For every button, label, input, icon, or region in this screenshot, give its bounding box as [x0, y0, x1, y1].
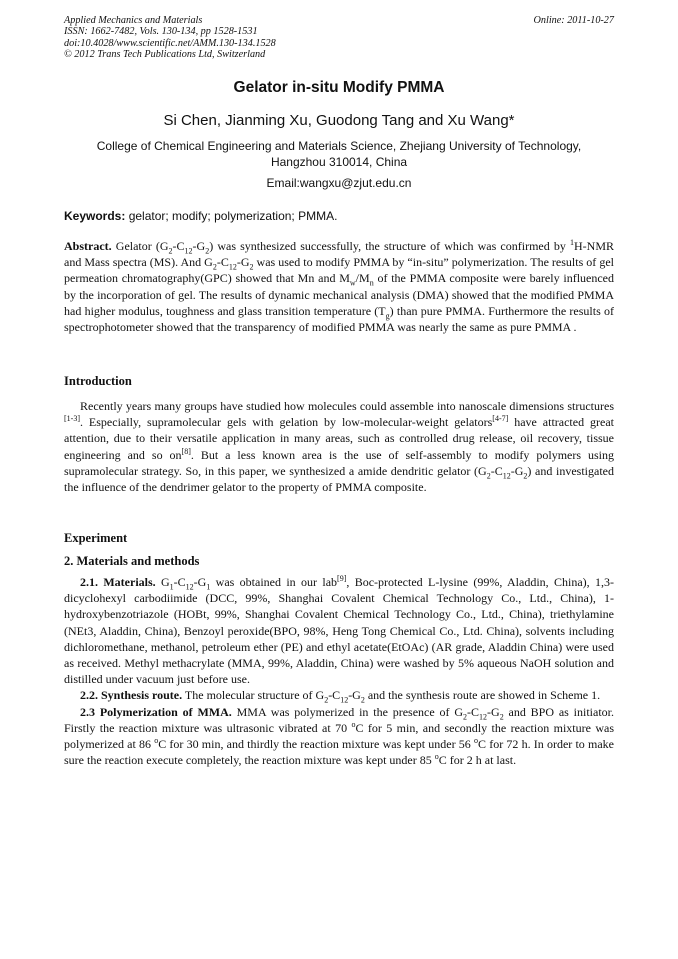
text-run: and BPO as initiator. Firstly the reaction mixture was ultrasonic vibrated at 70: [64, 704, 614, 735]
text-run: was used to modify PMMA by “in-situ” polymerization. The results of gel permeation chromatography(GPC) showed that Mn and M: [64, 255, 614, 286]
abstract: [64, 238, 614, 335]
subscript: 2: [168, 246, 173, 256]
materials-methods-heading: 2. Materials and methods: [64, 554, 200, 568]
affiliation: [74, 138, 604, 170]
text-run: Recently years many groups have studied how molecules could assemble into nanoscale dimensions structures: [80, 399, 614, 413]
text-run: H-NMR and Mass spectra (MS). And G: [64, 239, 614, 270]
degree-sign: o: [474, 736, 478, 746]
subscript: 2: [212, 262, 217, 272]
text-run: and the synthesis route are showed in Scheme 1.: [364, 688, 601, 703]
citation: [9]: [337, 574, 347, 583]
subscript: n: [369, 278, 374, 288]
author-email: Email:wangxu@zjut.edu.cn: [266, 176, 412, 190]
section-label: 2.3 Polymerization of MMA.: [80, 704, 232, 719]
text-run: C for 2 h at last.: [438, 753, 517, 768]
subscript: 12: [502, 471, 511, 481]
keywords: [64, 209, 614, 223]
subscript: 2: [486, 471, 491, 481]
text-run: -C: [173, 575, 186, 589]
text-run: The molecular structure of G: [182, 688, 325, 703]
experiment-heading: Experiment: [64, 531, 128, 545]
subscript: 2: [523, 471, 528, 481]
polymerization-paragraph: [64, 704, 614, 769]
degree-sign: o: [434, 752, 439, 762]
text-run: -G: [192, 239, 206, 253]
section-label: 2.1. Materials.: [80, 575, 156, 589]
keywords-text: gelator; modify; polymerization; PMMA.: [125, 209, 338, 223]
text-run: of the PMMA composite were barely influenced by the incorporation of gel. The results of dynamic mechanical analysis (DMA) showed that the modified PMMA had higher modulus, toughness and glass transition temperature (T: [64, 271, 615, 318]
text-run: -G: [236, 255, 250, 270]
subscript: 12: [184, 246, 193, 256]
methods-body: [64, 574, 614, 768]
subscript: 12: [228, 262, 237, 272]
introduction-body: [64, 398, 614, 495]
subscript: 2: [360, 695, 365, 705]
subscript: 12: [185, 582, 194, 592]
issn-line: ISSN: 1662-7482, Vols. 130-134, pp 1528-1531: [64, 26, 258, 38]
subscript: 12: [340, 695, 349, 705]
text-run: . Especially, supramolecular gels with gelation by low-molecular-weight gelators: [80, 415, 493, 430]
copyright-line: © 2012 Trans Tech Publications Ltd, Switzerland: [64, 49, 266, 61]
text-run: /M: [355, 271, 370, 286]
citation: [1-3]: [64, 414, 80, 424]
text-run: ) was synthesized successfully, the structure of which was confirmed by: [209, 239, 570, 253]
citation: [4-7]: [492, 414, 509, 424]
superscript: 1: [569, 238, 574, 247]
subscript: 2: [324, 695, 329, 705]
subscript: g: [385, 311, 390, 321]
abstract-label: Abstract.: [64, 239, 112, 253]
text-run: G: [155, 575, 170, 589]
subscript: 12: [479, 712, 488, 722]
affiliation-line: College of Chemical Engineering and Materials Science, Zhejiang University of Technology,: [96, 139, 582, 153]
journal-name: Applied Mechanics and Materials: [64, 15, 203, 26]
subscript: w: [349, 278, 356, 288]
text-run: MMA was polymerized in the presence of G: [231, 704, 464, 719]
text-run: -C: [172, 239, 185, 253]
text-run: -C: [467, 704, 480, 719]
subscript: 2: [249, 262, 254, 272]
text-run: ) and investigated the influence of the dendrimer gelator to the property of PMMA composite.: [64, 463, 614, 495]
text-run: have attracted great attention, due to their versatile application in many areas, such as controlled drug release, oil recovery, tissue engineering and so on: [64, 415, 614, 462]
text-run: C for 72 h. In order to make sure the reaction execute completely, the reaction mixture was kept under 85: [64, 737, 614, 768]
synthesis-paragraph: [64, 687, 614, 703]
text-run: C for 30 min, and thirdly the reaction mixture was kept under 56: [158, 737, 474, 752]
text-run: -G: [510, 463, 524, 478]
citation: [8]: [181, 446, 191, 456]
text-run: -C: [216, 255, 229, 270]
journal-header: [64, 15, 276, 61]
text-run: -C: [490, 463, 503, 478]
text-run: ) than pure PMMA. Furthermore the results of spectrophotometer showed that the transparency of modified PMMA was nearly the same as pure PMMA .: [64, 303, 614, 335]
keywords-label: Keywords:: [64, 209, 126, 223]
text-run: C for 5 min, and secondly the reaction mixture was polymerized at 86: [64, 720, 614, 752]
degree-sign: o: [154, 736, 159, 746]
text-run: -G: [348, 688, 361, 703]
text-run: -G: [487, 704, 500, 719]
text-run: , Boc-protected L-lysine (99%, Aladdin, China), 1,3-dicyclohexyl carbodiimide (DCC, 99%, Shanghai Covalent Chemical Technology Co., Ltd., China), 1-hydroxybenzotriazole (HOBt, 99%, Shanghai Covalent Chemical Technology Co., Ltd., China), triethylamine (NEt3, Aladdin, China), Benzoyl peroxide(BPO, 98%, Heng Tong Chemical Co., Ltd. China), solvents including dichloromethane, methanol, petroleum ether (PE) and ethyl acetate(EtOAc) (AR grade, Aladdin China) were used as received. Methyl methacrylate (MMA, 99%, Aladdin, China) were washed by 5% aqueous NaOH solution and distilled under vacuum just before use.: [64, 575, 615, 687]
subscript: 1: [169, 582, 174, 592]
affiliation-line: Hangzhou 310014, China: [270, 155, 408, 169]
text-run: was obtained in our lab: [210, 575, 338, 589]
text-run: . But a less known area is the use of self-assembly to modify polymers using supramolecular strategy. So, in this paper, we synthesized a amide dendritic gelator (G: [64, 447, 615, 478]
section-label: 2.2. Synthesis route.: [80, 688, 183, 703]
text-run: -C: [328, 688, 341, 703]
subscript: 2: [463, 712, 468, 722]
introduction-heading: Introduction: [64, 374, 132, 388]
author-list: Si Chen, Jianming Xu, Guodong Tang and Xu Wang*: [163, 112, 515, 129]
subscript: 1: [206, 582, 211, 592]
subscript: 2: [205, 246, 210, 256]
text-run: Gelator (G: [111, 239, 169, 253]
subscript: 2: [499, 712, 504, 722]
materials-paragraph: [64, 574, 614, 687]
text-run: -G: [193, 575, 207, 589]
online-date: Online: 2011-10-27: [533, 15, 614, 26]
degree-sign: o: [351, 719, 356, 729]
paper-title: Gelator in-situ Modify PMMA: [233, 79, 445, 96]
doi-line: doi:10.4028/www.scientific.net/AMM.130-134.1528: [64, 37, 276, 49]
